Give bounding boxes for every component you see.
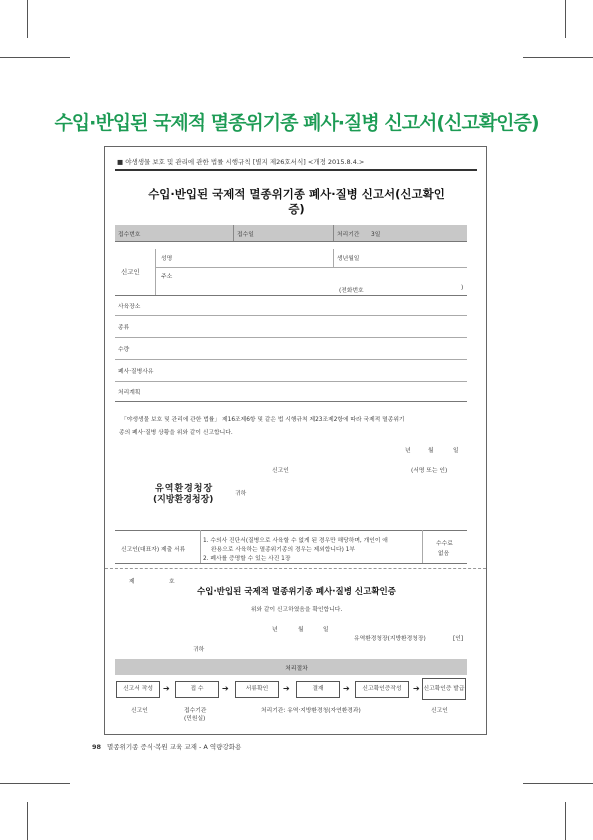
report-form [104, 146, 487, 735]
date-month: 월 [428, 448, 434, 454]
divider [115, 169, 477, 171]
receipt-row [115, 225, 467, 241]
cert-issuer: 유역환경청장(지방환경청장) [354, 636, 426, 642]
crop-mark [0, 783, 70, 784]
actor-receiving-line2: (민원실) [184, 716, 206, 722]
attach-item2: 2. 폐사를 증명할 수 있는 사진 1장 [203, 556, 291, 562]
divider [155, 249, 156, 295]
reporter-sign-label: 신고인 [272, 468, 289, 474]
divider [333, 249, 334, 267]
name-label: 성명 [161, 256, 173, 262]
cut-line [105, 568, 486, 569]
page-number: 98 [92, 743, 102, 751]
cert-year: 년 [272, 627, 278, 633]
reporter-label: 신고인 [121, 268, 140, 276]
crop-mark [523, 57, 593, 58]
recipient-line2: (지방환경청장) [153, 495, 214, 505]
divider [233, 225, 234, 241]
divider [115, 530, 467, 531]
footer-text: 멸종위기종 증식·복원 교육 교재 - A 역량강화용 [107, 743, 242, 751]
statement-line1: 「야생생물 보호 및 관리에 관한 법률」 제16조제6항 및 같은 법 시행규칙 제23조제2항에 따라 국제적 멸종위기 [121, 417, 405, 423]
quantity-label: 수량 [118, 347, 130, 353]
plan-label: 처리계획 [118, 390, 141, 396]
cert-day: 일 [323, 627, 329, 633]
cert-seal: [인] [453, 636, 464, 642]
divider [422, 530, 423, 563]
divider [200, 530, 201, 563]
divider [155, 267, 467, 268]
arrow-right-icon: ➔ [163, 684, 170, 693]
process-step-issue: 신고확인증 발급 [422, 678, 466, 700]
fee-value: 없음 [438, 551, 450, 557]
form-title: 수입·반입된 국제적 멸종위기종 폐사·질병 신고서(신고확인증) [148, 187, 445, 216]
divider [115, 295, 467, 296]
statement-line2: 종의 폐사·질병 상황을 위와 같이 신고합니다. [119, 430, 233, 436]
divider [115, 241, 467, 242]
date-day: 일 [453, 448, 459, 454]
cert-statement: 위와 같이 신고하였음을 확인합니다. [250, 607, 343, 613]
recipient-suffix: 귀하 [235, 491, 247, 497]
attach-label: 신고인(대표자) 제출 서류 [121, 547, 186, 553]
actor-processing: 처리기관: 유역·지방환경청(자연환경과) [261, 708, 361, 714]
processing-days: 3일 [371, 232, 381, 238]
process-step-write: 신고서 작성 [116, 681, 160, 698]
cert-month: 월 [298, 627, 304, 633]
birth-date-label: 생년월일 [337, 256, 360, 262]
divider [115, 337, 467, 338]
process-step-approve: 결재 [296, 681, 340, 698]
species-label: 종류 [118, 325, 130, 331]
process-step-receive: 접 수 [175, 681, 219, 698]
actor-receiving-line1: 접수기관 [184, 708, 207, 714]
divider [333, 225, 334, 241]
divider [115, 359, 467, 360]
arrow-right-icon: ➔ [283, 684, 290, 693]
process-step-prepare: 신고확인증작성 [355, 681, 409, 698]
receipt-date-label: 접수일 [237, 232, 254, 238]
attach-item1-b: 완용으로 사육하는 멸종위기종의 경우는 제외합니다) 1부 [211, 547, 355, 553]
page-title: 수입·반입된 국제적 멸종위기종 폐사·질병 신고서(신고확인증) [54, 112, 539, 134]
actor-reporter: 신고인 [131, 708, 148, 714]
recipient-line1: 유역환경청장 [155, 484, 214, 494]
process-step-review: 서류확인 [235, 681, 279, 698]
attach-item1-a: 1. 수의사 진단서(질병으로 사육할 수 없게 된 경우만 해당하며, 개인이 애 [203, 538, 388, 544]
process-header-label: 처리절차 [285, 666, 308, 672]
location-label: 사육장소 [118, 304, 141, 310]
divider [115, 563, 467, 564]
crop-mark [523, 783, 593, 784]
divider [115, 315, 467, 316]
arrow-right-icon: ➔ [343, 684, 350, 693]
arrow-right-icon: ➔ [222, 684, 229, 693]
cert-number-suffix: 호 [169, 579, 175, 585]
divider [115, 401, 467, 402]
cert-recipient-suffix: 귀하 [193, 647, 205, 653]
address-label: 주소 [161, 274, 173, 280]
crop-mark [27, 802, 28, 840]
cert-title: 수입·반입된 국제적 멸종위기종 폐사·질병 신고확인증 [197, 587, 396, 597]
receipt-number-label: 접수번호 [118, 232, 141, 238]
sign-note: (서명 또는 인) [411, 468, 448, 474]
phone-close: ) [461, 285, 464, 291]
processing-period-label: 처리기간 [337, 232, 360, 238]
divider [115, 381, 467, 382]
crop-mark [565, 802, 566, 840]
actor-reporter-end: 신고인 [431, 708, 448, 714]
cause-label: 폐사·질병사유 [118, 369, 154, 375]
fee-label: 수수료 [436, 541, 453, 547]
crop-mark [0, 57, 70, 58]
crop-mark [565, 0, 566, 38]
cert-number-label: 제 [129, 579, 135, 585]
arrow-right-icon: ➔ [413, 684, 420, 693]
phone-label: (전화번호 [339, 288, 364, 294]
page-footer [92, 742, 241, 751]
date-year: 년 [405, 448, 411, 454]
crop-mark [27, 0, 28, 38]
legal-basis: ■ 야생생물 보호 및 관리에 관한 법률 시행규칙 [별지 제26호서식] <개정 2015.8.4.> [117, 158, 365, 166]
